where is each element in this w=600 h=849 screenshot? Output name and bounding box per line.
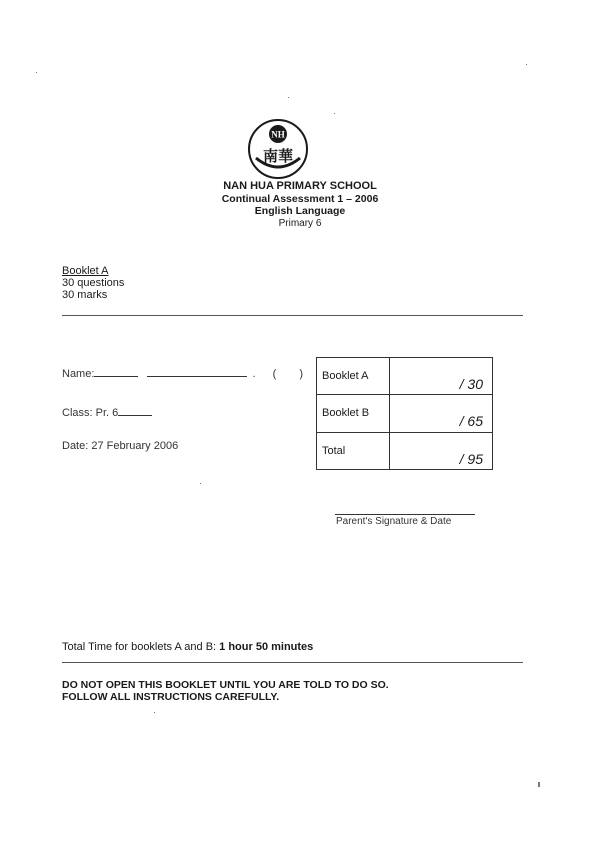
date-field: Date: 27 February 2006 <box>62 440 179 452</box>
row-label: Total <box>317 432 390 469</box>
name-label: Name: <box>62 368 95 380</box>
scan-speck <box>538 782 540 787</box>
name-blank-1[interactable] <box>94 366 138 377</box>
signature-label: Parent's Signature & Date <box>336 516 452 527</box>
class-field <box>62 405 152 419</box>
scan-speck <box>36 72 37 73</box>
row-score[interactable]: / 65 <box>389 395 492 432</box>
school-logo <box>247 118 309 180</box>
register-paren-open: ( <box>272 368 277 380</box>
questions-count: 30 questions <box>62 277 125 289</box>
level-title: Primary 6 <box>278 218 322 229</box>
signature-line[interactable] <box>335 514 475 515</box>
logo-initials: NH <box>271 129 285 140</box>
subject-title: English Language <box>254 205 346 217</box>
scan-speck <box>334 113 335 114</box>
class-label: Class: Pr. 6 <box>62 407 119 419</box>
school-name: NAN HUA PRIMARY SCHOOL <box>223 180 377 192</box>
class-blank[interactable] <box>118 405 152 416</box>
booklet-label: Booklet A <box>62 265 109 277</box>
table-row <box>317 432 493 469</box>
name-field <box>62 366 303 380</box>
marks-table <box>316 357 493 470</box>
scan-speck <box>288 97 289 98</box>
row-label: Booklet A <box>317 358 390 395</box>
marks-count: 30 marks <box>62 289 108 301</box>
scan-speck <box>154 712 155 713</box>
divider-top <box>62 315 523 316</box>
total-time <box>62 641 313 653</box>
register-paren-close: ) <box>299 368 304 380</box>
assessment-title: Continual Assessment 1 – 2006 <box>221 193 379 205</box>
instruction-2: FOLLOW ALL INSTRUCTIONS CAREFULLY. <box>62 691 280 703</box>
total-time-value: 1 hour 50 minutes <box>219 641 314 653</box>
row-score[interactable]: / 95 <box>389 432 492 469</box>
name-blank-2[interactable] <box>147 366 247 377</box>
divider-bottom <box>62 662 523 663</box>
row-label: Booklet B <box>317 395 390 432</box>
instruction-1: DO NOT OPEN THIS BOOKLET UNTIL YOU ARE TOLD TO DO SO. <box>62 679 389 691</box>
table-row <box>317 395 493 432</box>
scan-speck <box>200 483 201 484</box>
logo-chinese: 南華 <box>262 147 294 165</box>
total-time-label: Total Time for booklets A and B: <box>62 641 217 653</box>
row-score[interactable]: / 30 <box>389 358 492 395</box>
table-row <box>317 358 493 395</box>
name-dot: . <box>252 368 256 380</box>
scan-speck <box>526 64 527 65</box>
